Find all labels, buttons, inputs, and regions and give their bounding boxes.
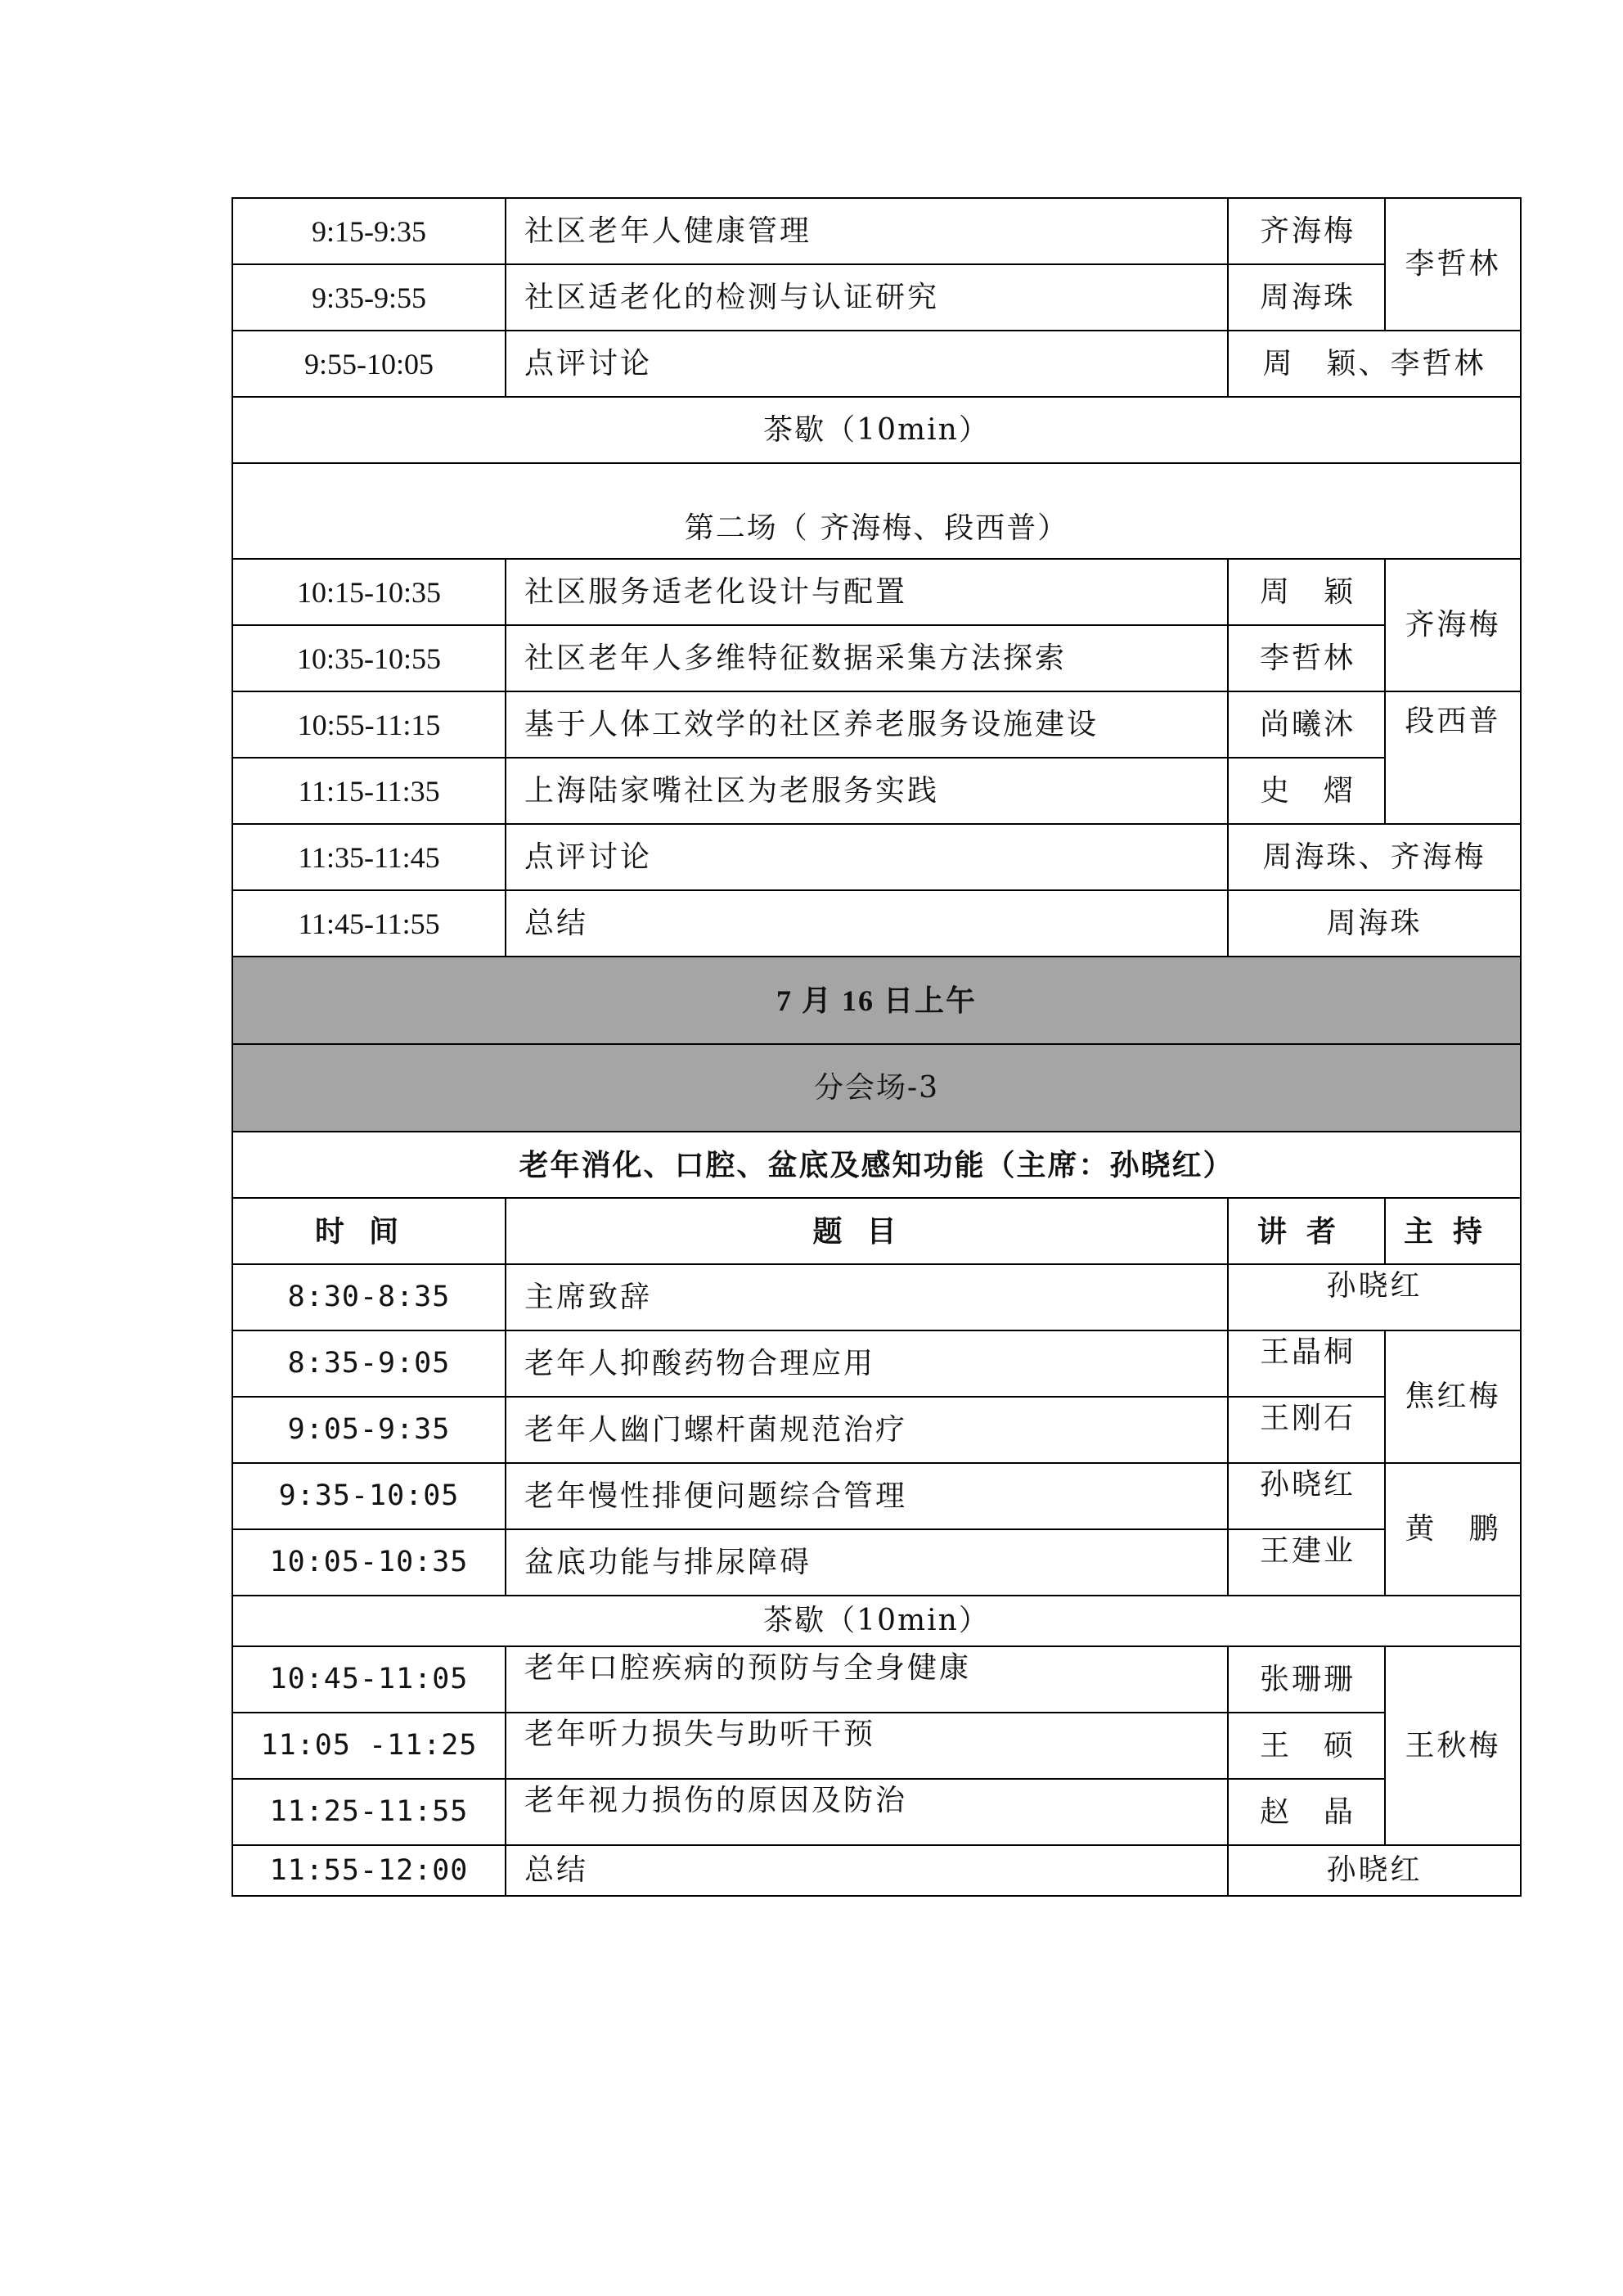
table-row xyxy=(232,691,1521,758)
table-row xyxy=(232,559,1521,625)
table-row xyxy=(232,625,1521,691)
title-cell: 点评讨论 xyxy=(506,331,1228,397)
title-cell: 社区适老化的检测与认证研究 xyxy=(506,264,1228,331)
speaker-host-cell: 孙晓红 xyxy=(1228,1264,1521,1330)
host-cell: 王秋梅 xyxy=(1385,1646,1521,1845)
title-cell: 盆底功能与排尿障碍 xyxy=(506,1529,1228,1596)
time-cell: 9:15-9:35 xyxy=(232,198,506,264)
title-cell: 老年人抑酸药物合理应用 xyxy=(506,1330,1228,1397)
speaker-host-cell: 周海珠 xyxy=(1228,890,1521,957)
table-row xyxy=(232,758,1521,824)
day-header: 7 月 16 日上午 xyxy=(232,957,1521,1044)
host-cell: 黄 鹏 xyxy=(1385,1463,1521,1596)
speaker-cell: 史 熠 xyxy=(1228,758,1385,824)
table-row xyxy=(232,1397,1521,1463)
time-cell: 9:35-9:55 xyxy=(232,264,506,331)
speaker-cell: 周海珠 xyxy=(1228,264,1385,331)
time-cell: 10:35-10:55 xyxy=(232,625,506,691)
title-cell: 老年视力损伤的原因及防治 xyxy=(506,1779,1228,1845)
time-cell: 11:35-11:45 xyxy=(232,824,506,890)
speaker-cell: 尚曦沐 xyxy=(1228,691,1385,758)
speaker-cell: 李哲林 xyxy=(1228,625,1385,691)
time-cell: 10:15-10:35 xyxy=(232,559,506,625)
time-cell: 11:05 -11:25 xyxy=(232,1713,506,1779)
theme-row xyxy=(232,1132,1521,1198)
time-cell: 10:05-10:35 xyxy=(232,1529,506,1596)
table-row xyxy=(232,1845,1521,1896)
title-cell: 上海陆家嘴社区为老服务实践 xyxy=(506,758,1228,824)
day-header-row xyxy=(232,957,1521,1044)
table-row xyxy=(232,1713,1521,1779)
title-cell: 主席致辞 xyxy=(506,1264,1228,1330)
title-cell: 基于人体工效学的社区养老服务设施建设 xyxy=(506,691,1228,758)
title-cell: 点评讨论 xyxy=(506,824,1228,890)
column-header-time: 时间 xyxy=(232,1198,506,1264)
host-cell: 李哲林 xyxy=(1385,198,1521,331)
time-cell: 11:55-12:00 xyxy=(232,1845,506,1896)
column-header-title: 题目 xyxy=(506,1198,1228,1264)
speaker-cell: 王晶桐 xyxy=(1228,1330,1385,1397)
tea-break-row xyxy=(232,1596,1521,1646)
title-cell: 老年人幽门螺杆菌规范治疗 xyxy=(506,1397,1228,1463)
speaker-cell: 赵 晶 xyxy=(1228,1779,1385,1845)
title-cell: 老年听力损失与助听干预 xyxy=(506,1713,1228,1779)
tea-break: 茶歇（10min） xyxy=(232,1596,1521,1646)
tea-break: 茶歇（10min） xyxy=(232,397,1521,463)
title-cell: 社区老年人多维特征数据采集方法探索 xyxy=(506,625,1228,691)
time-cell: 8:30-8:35 xyxy=(232,1264,506,1330)
speaker-cell: 周 颖 xyxy=(1228,559,1385,625)
table-row xyxy=(232,198,1521,264)
speaker-cell: 王 硕 xyxy=(1228,1713,1385,1779)
table-row xyxy=(232,331,1521,397)
table-row xyxy=(232,1264,1521,1330)
time-cell: 9:05-9:35 xyxy=(232,1397,506,1463)
speaker-host-cell: 周 颖、李哲林 xyxy=(1228,331,1521,397)
title-cell: 总结 xyxy=(506,1845,1228,1896)
speaker-cell: 齐海梅 xyxy=(1228,198,1385,264)
session-theme: 老年消化、口腔、盆底及感知功能（主席：孙晓红） xyxy=(232,1132,1521,1198)
table-row xyxy=(232,1330,1521,1397)
time-cell: 10:45-11:05 xyxy=(232,1646,506,1713)
time-cell: 8:35-9:05 xyxy=(232,1330,506,1397)
table-row xyxy=(232,1463,1521,1529)
venue-header: 分会场-3 xyxy=(232,1044,1521,1132)
speaker-cell: 张珊珊 xyxy=(1228,1646,1385,1713)
table-row xyxy=(232,824,1521,890)
schedule-table xyxy=(232,197,1522,1897)
column-header-host: 主持 xyxy=(1385,1198,1521,1264)
table-row xyxy=(232,1529,1521,1596)
title-cell: 社区老年人健康管理 xyxy=(506,198,1228,264)
part-title-row xyxy=(232,463,1521,559)
column-header-row xyxy=(232,1198,1521,1264)
speaker-cell: 王建业 xyxy=(1228,1529,1385,1596)
host-cell: 齐海梅 xyxy=(1385,559,1521,691)
speaker-host-cell: 周海珠、齐海梅 xyxy=(1228,824,1521,890)
title-cell: 社区服务适老化设计与配置 xyxy=(506,559,1228,625)
time-cell: 11:25-11:55 xyxy=(232,1779,506,1845)
title-cell: 老年口腔疾病的预防与全身健康 xyxy=(506,1646,1228,1713)
table-row xyxy=(232,1646,1521,1713)
column-header-speaker: 讲者 xyxy=(1228,1198,1385,1264)
speaker-cell: 孙晓红 xyxy=(1228,1463,1385,1529)
title-cell: 老年慢性排便问题综合管理 xyxy=(506,1463,1228,1529)
title-cell: 总结 xyxy=(506,890,1228,957)
table-row xyxy=(232,890,1521,957)
time-cell: 9:35-10:05 xyxy=(232,1463,506,1529)
table-row xyxy=(232,1779,1521,1845)
time-cell: 10:55-11:15 xyxy=(232,691,506,758)
table-row xyxy=(232,264,1521,331)
host-cell: 段西普 xyxy=(1385,691,1521,824)
part-two-title: 第二场（ 齐海梅、段西普） xyxy=(232,463,1521,559)
host-cell: 焦红梅 xyxy=(1385,1330,1521,1463)
time-cell: 11:45-11:55 xyxy=(232,890,506,957)
time-cell: 9:55-10:05 xyxy=(232,331,506,397)
speaker-cell: 王刚石 xyxy=(1228,1397,1385,1463)
speaker-host-cell: 孙晓红 xyxy=(1228,1845,1521,1896)
time-cell: 11:15-11:35 xyxy=(232,758,506,824)
tea-break-row xyxy=(232,397,1521,463)
venue-header-row xyxy=(232,1044,1521,1132)
